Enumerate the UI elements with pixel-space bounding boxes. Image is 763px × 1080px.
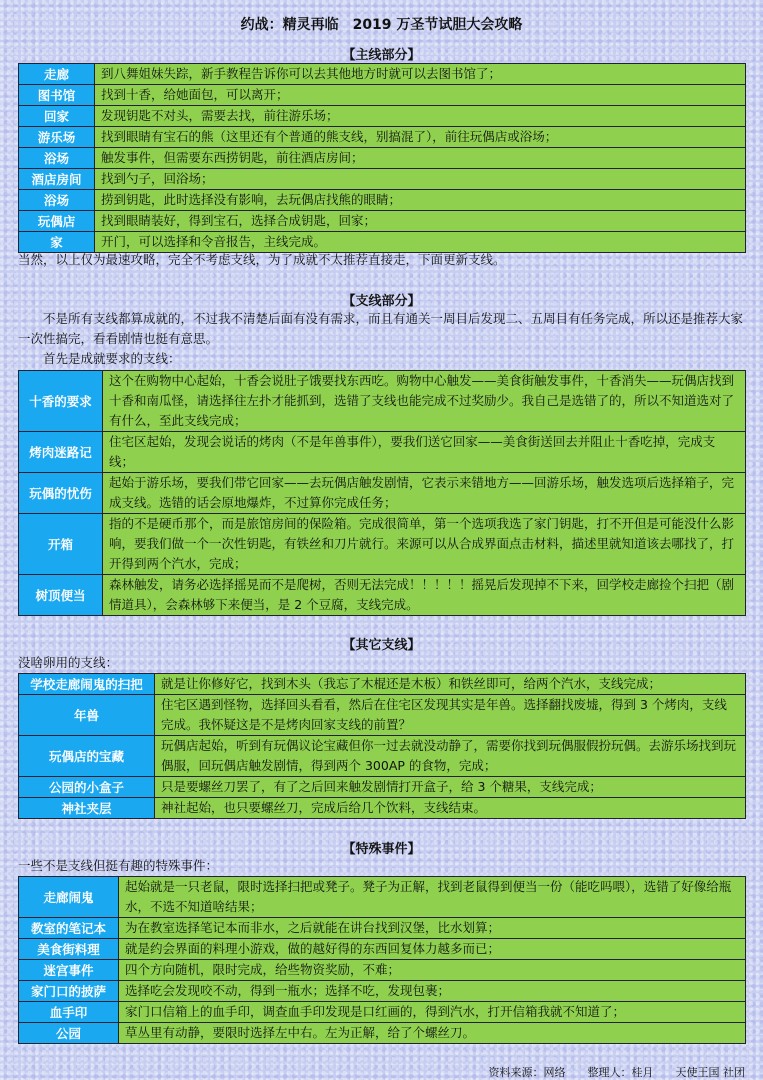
other-row-label: 神社夹层 (19, 798, 155, 819)
main-row (19, 169, 746, 190)
section-side-heading: 【支线部分】 (342, 294, 421, 309)
main-row-desc: 发现钥匙不对头，需要去找，前往游乐场； (95, 106, 746, 127)
side-row (19, 432, 746, 473)
main-row-desc: 触发事件，但需要东西捞钥匙，前往酒店房间； (95, 148, 746, 169)
main-row-label: 家 (19, 232, 95, 253)
special-row (19, 877, 746, 918)
special-row-desc: 为在教室选择笔记本而非水，之后就能在讲台找到汉堡，比水划算； (119, 918, 746, 939)
side-table (18, 370, 746, 616)
special-table (18, 876, 746, 1044)
other-row (19, 695, 746, 736)
main-row-label: 回家 (19, 106, 95, 127)
other-table (18, 673, 746, 819)
special-row-desc: 起始就是一只老鼠，限时选择扫把或凳子。凳子为正解，找到老鼠得到便当一份（能吃吗喂），选错了好像给瓶水，不选不知道啥结果； (119, 877, 746, 918)
special-row-label: 走廊闹鬼 (19, 877, 119, 918)
special-intro: 一些不是支线但挺有趣的特殊事件： (18, 858, 219, 873)
special-row (19, 981, 746, 1002)
main-row-desc: 找到十香，给她面包，可以离开； (95, 85, 746, 106)
other-row (19, 674, 746, 695)
special-row (19, 1023, 746, 1044)
special-row (19, 939, 746, 960)
special-row-label: 公园 (19, 1023, 119, 1044)
other-row-desc: 就是让你修好它，找到木头（我忘了木棍还是木板）和铁丝即可，给两个汽水，支线完成； (155, 674, 746, 695)
side-row-label: 开箱 (19, 514, 103, 575)
other-intro: 没啥卵用的支线： (18, 655, 119, 670)
special-row-label: 美食街料理 (19, 939, 119, 960)
other-row-desc: 只是要螺丝刀罢了，有了之后回来触发剧情打开盒子，给 3 个糖果，支线完成； (155, 777, 746, 798)
special-row-label: 迷宫事件 (19, 960, 119, 981)
side-row-label: 烤肉迷路记 (19, 432, 103, 473)
side-row-desc: 指的不是硬币那个，而是旅馆房间的保险箱。完成很简单，第一个选项我选了家门钥匙，打不开但是可能没什么影响，要我们做一个一次性钥匙，有铁丝和刀片就行。来源可以从合成界面点击材料，描述里就知道该去哪找了，打开得到两个汽水，完成； (103, 514, 746, 575)
special-row-desc: 选择吃会发现咬不动，得到一瓶水；选择不吃，发现包裹； (119, 981, 746, 1002)
main-row (19, 148, 746, 169)
side-row-desc: 住宅区起始，发现会说话的烤肉（不是年兽事件），要我们送它回家——美食街送回去并阻止十香吃掉，完成支线； (103, 432, 746, 473)
main-row (19, 64, 746, 85)
other-row-desc: 玩偶店起始，听到有玩偶议论宝藏但你一过去就没动静了，需要你找到玩偶服假扮玩偶。去游乐场找到玩偶服，回玩偶店触发剧情，得到两个 300AP 的食物，完成； (155, 736, 746, 777)
section-special-heading: 【特殊事件】 (342, 842, 421, 857)
main-row-desc: 找到眼睛装好，得到宝石，选择合成钥匙，回家； (95, 211, 746, 232)
special-row-label: 教室的笔记本 (19, 918, 119, 939)
main-row-label: 浴场 (19, 190, 95, 211)
main-row (19, 106, 746, 127)
main-row-label: 浴场 (19, 148, 95, 169)
other-row-label: 玩偶店的宝藏 (19, 736, 155, 777)
side-row-label: 树顶便当 (19, 575, 103, 616)
other-row (19, 798, 746, 819)
special-row-desc: 家门口信箱上的血手印，调查血手印发现是口红画的，得到汽水，打开信箱我就不知道了； (119, 1002, 746, 1023)
footer-credits: 资料来源：网络 整理人：桂月 天使王国 社团 (488, 1066, 745, 1079)
side-row (19, 575, 746, 616)
main-row (19, 127, 746, 148)
main-row-desc: 捞到钥匙，此时选择没有影响，去玩偶店找熊的眼睛； (95, 190, 746, 211)
side-row-desc: 这个在购物中心起始，十香会说肚子饿要找东西吃。购物中心触发——美食街触发事件，十香消失——玩偶店找到十香和南瓜怪，请选择往左扑才能抓到，选错了支线也能完成不过奖励少。我自己是选错了的，所以不知道选对了有什么，至此支线完成； (103, 371, 746, 432)
section-other-heading: 【其它支线】 (342, 638, 421, 653)
main-note: 当然，以上仅为最速攻略，完全不考虑支线，为了成就不太推荐直接走，下面更新支线。 (18, 252, 506, 267)
side-row-desc: 森林触发，请务必选择摇晃而不是爬树，否则无法完成！！！！！摇晃后发现掉不下来，回学校走廊捡个扫把（剧情道具），会森林够下来便当，是 2 个豆腐，支线完成。 (103, 575, 746, 616)
section-main-heading: 【主线部分】 (342, 48, 421, 63)
main-row-label: 图书馆 (19, 85, 95, 106)
other-row-label: 年兽 (19, 695, 155, 736)
main-row-label: 走廊 (19, 64, 95, 85)
special-row (19, 918, 746, 939)
other-row (19, 736, 746, 777)
side-intro-2: 首先是成就要求的支线： (18, 351, 181, 366)
side-row-desc: 起始于游乐场，要我们带它回家——去玩偶店触发剧情，它表示来错地方——回游乐场，触发选项后选择箱子，完成支线。选错的话会原地爆炸，不过算你完成任务； (103, 473, 746, 514)
main-row-label: 酒店房间 (19, 169, 95, 190)
main-row-desc: 找到眼睛有宝石的熊（这里还有个普通的熊支线，别搞混了），前往玩偶店或浴场； (95, 127, 746, 148)
main-row-desc: 找到勺子，回浴场； (95, 169, 746, 190)
main-row-label: 游乐场 (19, 127, 95, 148)
side-row-label: 玩偶的忧伤 (19, 473, 103, 514)
special-row-label: 血手印 (19, 1002, 119, 1023)
side-row-label: 十香的要求 (19, 371, 103, 432)
main-row-desc: 到八舞姐妹失踪，新手教程告诉你可以去其他地方时就可以去图书馆了； (95, 64, 746, 85)
main-row-desc: 开门，可以选择和令音报告，主线完成。 (95, 232, 746, 253)
page-title: 约战：精灵再临 2019 万圣节试胆大会攻略 (240, 17, 523, 33)
special-row-label: 家门口的披萨 (19, 981, 119, 1002)
other-row (19, 777, 746, 798)
main-row (19, 190, 746, 211)
side-row (19, 371, 746, 432)
other-row-desc: 神社起始，也只要螺丝刀，完成后给几个饮料，支线结束。 (155, 798, 746, 819)
main-row-label: 玩偶店 (19, 211, 95, 232)
side-row (19, 514, 746, 575)
side-row (19, 473, 746, 514)
special-row-desc: 四个方向随机，限时完成，给些物资奖励，不难； (119, 960, 746, 981)
main-row (19, 211, 746, 232)
special-row-desc: 就是约会界面的料理小游戏，做的越好得的东西回复体力越多而已； (119, 939, 746, 960)
other-row-label: 学校走廊闹鬼的扫把 (19, 674, 155, 695)
other-row-label: 公园的小盒子 (19, 777, 155, 798)
special-row-desc: 草丛里有动静，要限时选择左中右。左为正解，给了个螺丝刀。 (119, 1023, 746, 1044)
side-intro-1: 不是所有支线都算成就的，不过我不清楚后面有没有需求，而且有通关一周目后发现二、五周目有任务完成，所以还是推荐大家一次性搞完，看看剧情也挺有意思。 (18, 311, 744, 346)
other-row-desc: 住宅区遇到怪物，选择回头看看，然后在住宅区发现其实是年兽。选择翻找废墟，得到 3 个烤肉，支线完成。我怀疑这是不是烤肉回家支线的前置？ (155, 695, 746, 736)
main-row (19, 85, 746, 106)
special-row (19, 1002, 746, 1023)
main-table (18, 63, 746, 253)
special-row (19, 960, 746, 981)
